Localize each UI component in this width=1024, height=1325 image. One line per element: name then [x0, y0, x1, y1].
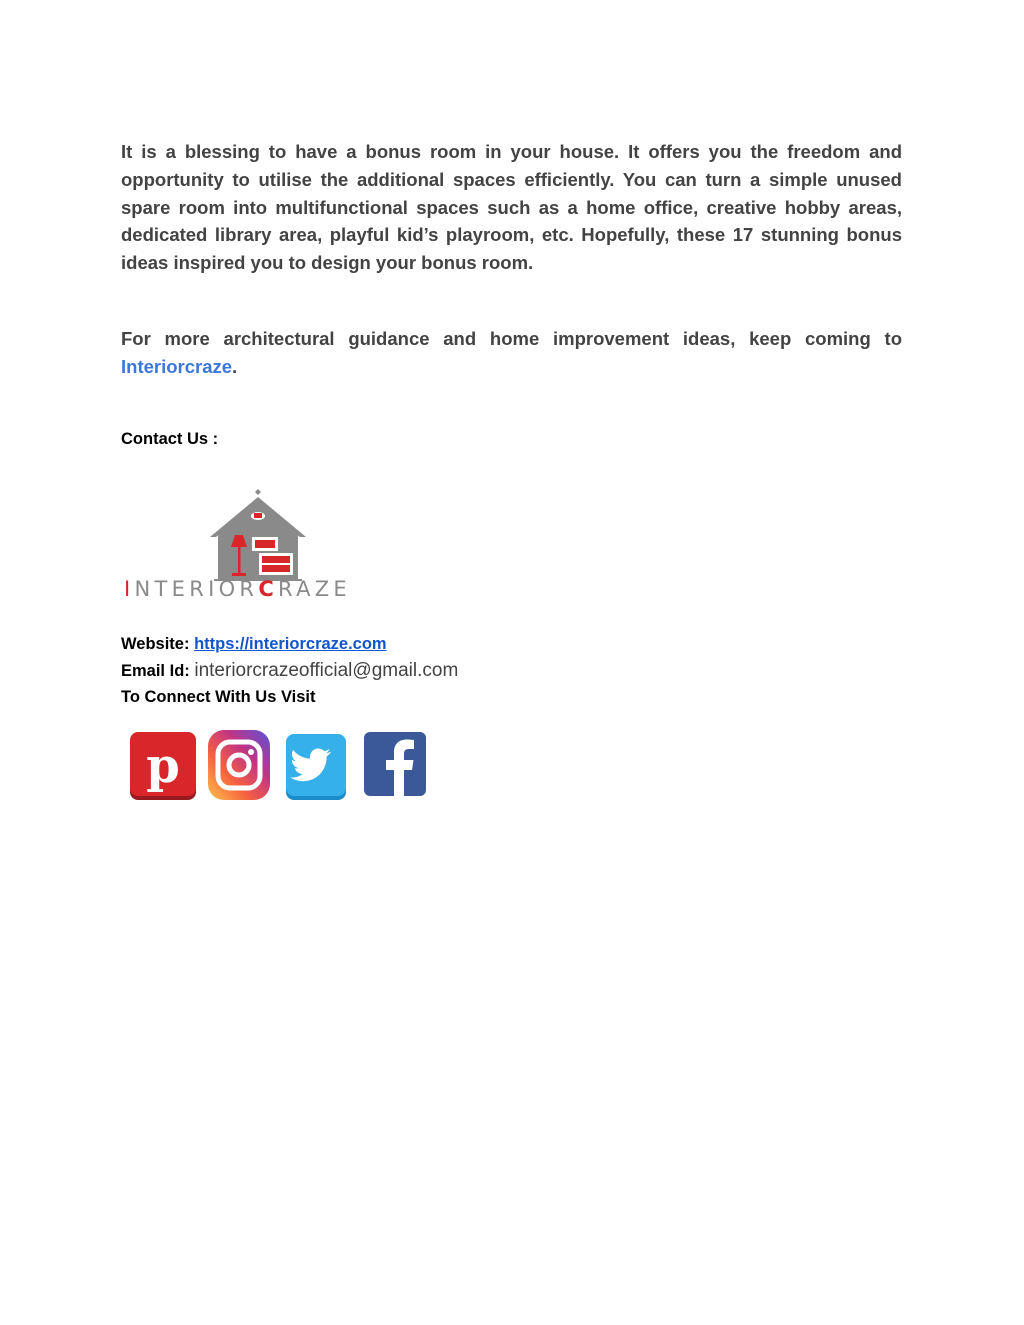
instagram-icon[interactable]	[206, 728, 272, 802]
logo-letter-i: I	[124, 577, 135, 601]
logo-wordmark	[124, 577, 394, 601]
email-value: interiorcrazeofficial@gmail.com	[194, 659, 459, 681]
website-line	[121, 631, 458, 658]
logo-word-raze: RAZE	[278, 577, 351, 601]
interiorcraze-link[interactable]: Interiorcraze	[121, 355, 233, 377]
logo-word-nterior: NTERIOR	[134, 577, 259, 601]
website-link[interactable]: https://interiorcraze.com	[194, 635, 387, 653]
svg-text:p: p	[146, 738, 180, 794]
pinterest-icon[interactable]	[128, 728, 198, 802]
contact-heading: Contact Us :	[121, 430, 219, 448]
guidance-end: .	[232, 355, 238, 377]
connect-line: To Connect With Us Visit	[121, 688, 316, 706]
interiorcraze-logo	[124, 489, 394, 604]
facebook-icon[interactable]	[362, 728, 428, 800]
guidance-text: For more architectural guidance and home improvement ideas, keep coming to	[121, 327, 902, 349]
logo-letter-c: C	[258, 577, 279, 601]
email-label: Email Id:	[121, 661, 190, 680]
main-content	[121, 138, 902, 381]
email-line	[121, 658, 458, 685]
twitter-icon[interactable]	[284, 728, 348, 800]
guidance-paragraph	[121, 325, 902, 381]
closing-paragraph: It is a blessing to have a bonus room in your house. It offers you the freedom and opportunity to utilise the additional spaces efficiently. You can turn a simple unused spare room into multifunctional spaces such as a home office, creative hobby areas, dedicated library area, playful kid’s playroom, etc. Hopefully, these 17 stunning bonus ideas inspired you to design your bonus room.	[121, 141, 902, 274]
website-label: Website:	[121, 635, 190, 653]
contact-details	[121, 631, 458, 711]
